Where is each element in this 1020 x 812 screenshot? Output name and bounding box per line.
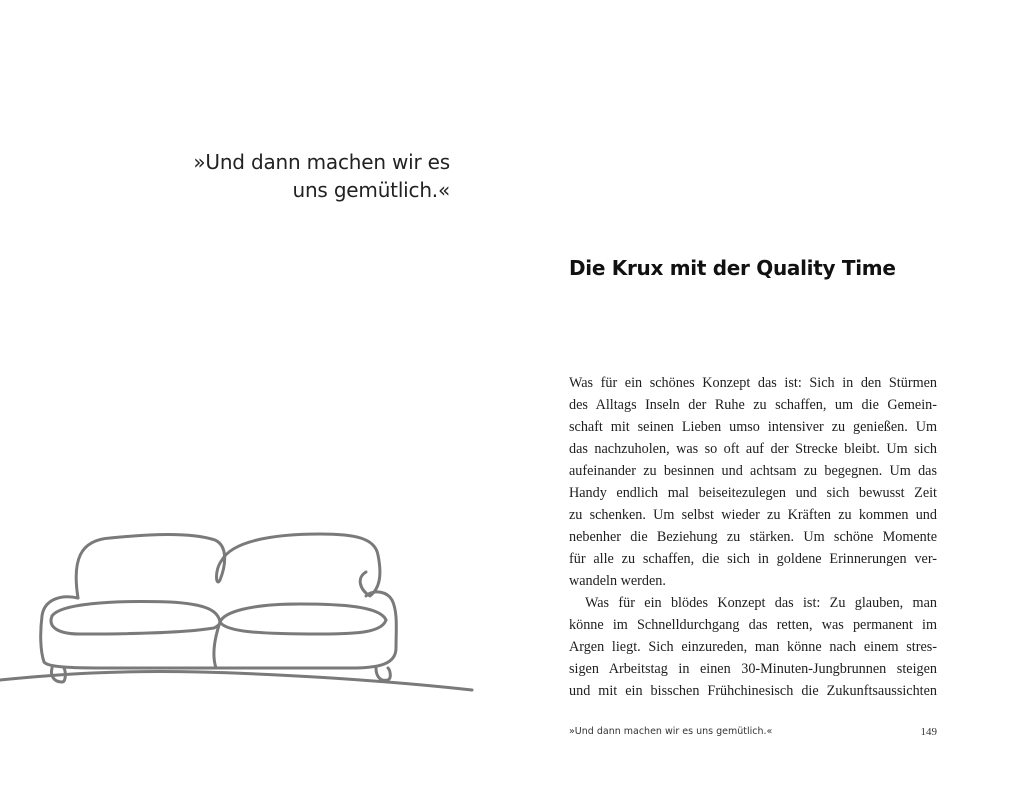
text-line: das nachzuholen, was so oft auf der Strecke bleibt. Um sich xyxy=(569,441,937,457)
text-line: zu schenken. Um selbst wieder zu Kräften zu kommen und xyxy=(569,507,937,523)
chapter-quote-line-1: »Und dann machen wir es xyxy=(193,150,450,174)
text-line: für alle zu schaffen, die sich in goldene Erinnerungen ver- xyxy=(569,551,937,567)
body-text xyxy=(569,372,937,702)
text-line: des Alltags Inseln der Ruhe zu schaffen, um die Gemein- xyxy=(569,397,937,413)
text-line: aufeinander zu besinnen und achtsam zu begegnen. Um das xyxy=(569,463,937,479)
text-line: schaft mit seinen Lieben umso intensiver zu genießen. Um xyxy=(569,419,937,435)
page-number: 149 xyxy=(920,726,937,738)
text-line: Handy endlich mal beiseitezulegen und sich bewusst Zeit xyxy=(569,485,937,501)
chapter-quote xyxy=(90,148,450,204)
text-line: Argen liegt. Sich einzureden, man könne nach einem stres- xyxy=(569,639,937,655)
text-line: wandeln werden. xyxy=(569,573,666,589)
running-head: »Und dann machen wir es uns gemütlich.« xyxy=(569,726,773,737)
text-line: sigen Arbeitstag in einen 30-Minuten-Jungbrunnen steigen xyxy=(569,661,937,677)
text-line: Was für ein blödes Konzept das ist: Zu glauben, man xyxy=(585,595,937,611)
text-line: könne im Schnelldurchgang das retten, was permanent im xyxy=(569,617,937,633)
text-line: und mit ein bisschen Frühchinesisch die Zukunftsaussichten xyxy=(569,683,937,699)
section-heading: Die Krux mit der Quality Time xyxy=(569,256,896,280)
text-line: nebenher die Beziehung zu stärken. Um schöne Momente xyxy=(569,529,937,545)
chapter-quote-line-2: uns gemütlich.« xyxy=(292,178,450,202)
text-line: Was für ein schönes Konzept das ist: Sich in den Stürmen xyxy=(569,375,937,391)
page-footer xyxy=(569,726,937,742)
sofa-line-drawing xyxy=(0,520,480,700)
